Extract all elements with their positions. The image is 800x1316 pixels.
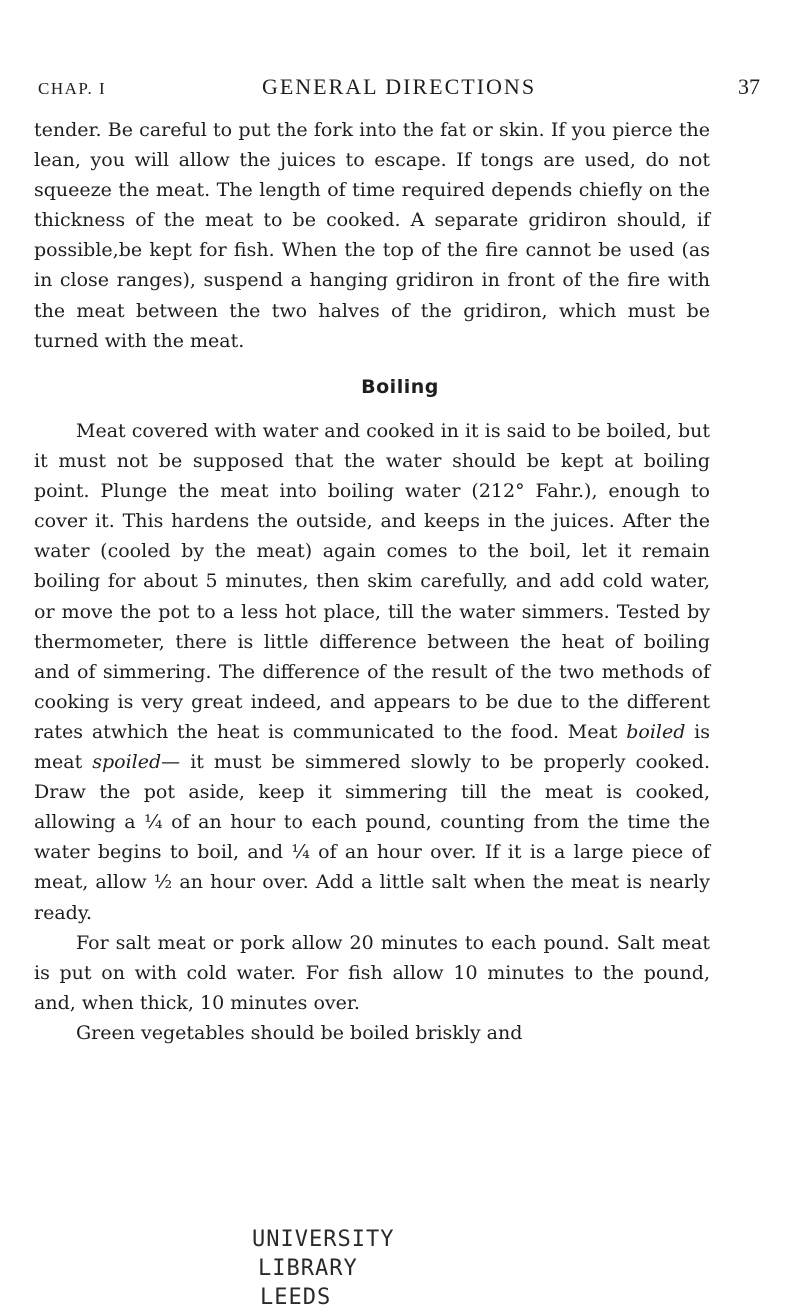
emphasis-spoiled: spoiled: [92, 751, 162, 774]
paragraph-gridiron: [34, 115, 710, 356]
boiling-section: [34, 416, 710, 1048]
text-run: — it must be simmered slowly to be properly cooked. Draw the pot aside, keep it simmering till the meat is cooked, allowing a ¼ of an hour to each pound, counting from the time the water begins to boil, and ¼ of an hour over. If it is a large piece of meat, allow ½ an hour over. Add a little salt when the meat is nearly ready.: [34, 751, 710, 924]
stamp-line: UNIVERSITY: [252, 1227, 395, 1252]
emphasis-boiled: boiled: [626, 720, 686, 743]
chapter-label: CHAP. I: [38, 79, 107, 98]
stamp-line: LIBRARY: [258, 1256, 358, 1281]
text-run: is meat: [34, 720, 710, 774]
library-stamp: [252, 1225, 395, 1312]
stamp-line: LEEDS: [260, 1285, 332, 1310]
paragraph-green-vegetables: Green vegetables should be boiled briskly and: [76, 1021, 523, 1044]
section-heading: Boiling: [361, 376, 439, 398]
paragraph-text: tender. Be careful to put the fork into the fat or skin. If you pierce the lean, you will allow the juices to escape. If tongs are used, do not squeeze the meat. The length of time required depends chiefly on the thickness of the meat to be cooked. A separate gridiron should, if possible,be kept for fish. When the top of the fire cannot be used (as in close ranges), suspend a hanging gridiron in front of the fire with the meat between the two halves of the gridiron, which must be turned with the meat.: [34, 119, 710, 352]
paragraph-salt-meat: For salt meat or pork allow 20 minutes to each pound. Salt meat is put on with cold water. For fish allow 10 minutes to the pound, and, when thick, 10 minutes over.: [34, 931, 710, 1014]
running-head: [38, 74, 760, 104]
running-title: GENERAL DIRECTIONS: [261, 74, 537, 99]
paragraph-boiling: [34, 416, 710, 928]
page-number: 37: [738, 74, 760, 99]
text-run: Meat covered with water and cooked in it is said to be boiled, but it must not be supposed that the water should be kept at boiling point. Plunge the meat into boiling water (212° Fahr.), enough to cover it. This hardens the outside, and keeps in the juices. After the water (cooled by the meat) again comes to the boil, let it remain boiling for about 5 minutes, then skim carefully, and add cold water, or move the pot to a less hot place, till the water simmers. Tested by thermometer, there is little difference between the heat of boiling and of simmering. The difference of the result of the two methods of cooking is very great indeed, and appears to be due to the different rates atwhich the heat is communicated to the food. Meat: [34, 420, 710, 743]
